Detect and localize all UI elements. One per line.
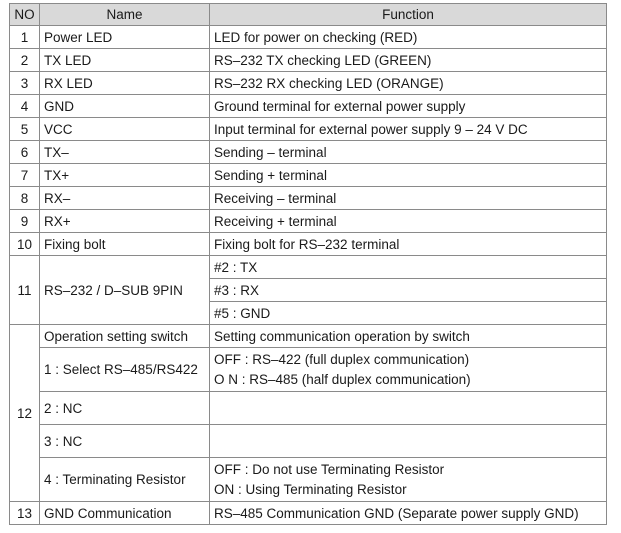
row-name: Operation setting switch [40, 325, 210, 348]
row-no: 8 [10, 187, 40, 210]
row-name: 3 : NC [40, 425, 210, 458]
table-row [10, 26, 607, 49]
row-name: RX LED [40, 72, 210, 95]
table-row [10, 210, 607, 233]
table-row [10, 95, 607, 118]
row-no: 10 [10, 233, 40, 256]
table-row [10, 458, 607, 502]
row-name: Power LED [40, 26, 210, 49]
row-no: 6 [10, 141, 40, 164]
row-function: Input terminal for external power supply 9 – 24 V DC [210, 118, 607, 141]
table-row [10, 118, 607, 141]
row-name: TX LED [40, 49, 210, 72]
row-name: GND [40, 95, 210, 118]
row-no: 9 [10, 210, 40, 233]
table-row [10, 392, 607, 425]
row-no: 5 [10, 118, 40, 141]
row-function: RS–485 Communication GND (Separate power supply GND) [210, 502, 607, 525]
row-name: VCC [40, 118, 210, 141]
row-name: RS–232 / D–SUB 9PIN [40, 256, 210, 325]
row-function: RS–232 TX checking LED (GREEN) [210, 49, 607, 72]
row-function: LED for power on checking (RED) [210, 26, 607, 49]
row-function: #3 : RX [210, 279, 607, 302]
table-row [10, 325, 607, 348]
table-row [10, 256, 607, 279]
table-row [10, 233, 607, 256]
row-no: 12 [10, 325, 40, 502]
row-function: Sending – terminal [210, 141, 607, 164]
row-name: RX+ [40, 210, 210, 233]
table-row [10, 72, 607, 95]
header-name: Name [40, 4, 210, 26]
row-function: #5 : GND [210, 302, 607, 325]
row-function: Receiving – terminal [210, 187, 607, 210]
row-no: 4 [10, 95, 40, 118]
row-function: #2 : TX [210, 256, 607, 279]
row-name: RX– [40, 187, 210, 210]
row-function: Ground terminal for external power supply [210, 95, 607, 118]
row-no: 3 [10, 72, 40, 95]
row-name: TX– [40, 141, 210, 164]
spec-table [9, 3, 607, 525]
row-no: 11 [10, 256, 40, 325]
row-function: RS–232 RX checking LED (ORANGE) [210, 72, 607, 95]
table-row [10, 49, 607, 72]
function-line: ON : Using Terminating Resistor [214, 481, 407, 497]
table-row [10, 164, 607, 187]
row-name: 4 : Terminating Resistor [40, 458, 210, 502]
row-name: GND Communication [40, 502, 210, 525]
table-row [10, 187, 607, 210]
row-function [210, 425, 607, 458]
function-line: O N : RS–485 (half duplex communication) [214, 371, 471, 387]
table-row [10, 502, 607, 525]
row-no: 2 [10, 49, 40, 72]
row-function [210, 392, 607, 425]
row-no: 1 [10, 26, 40, 49]
row-name: TX+ [40, 164, 210, 187]
row-function [210, 348, 607, 392]
row-no: 7 [10, 164, 40, 187]
row-name: 2 : NC [40, 392, 210, 425]
row-function: Sending + terminal [210, 164, 607, 187]
row-function: Receiving + terminal [210, 210, 607, 233]
row-no: 13 [10, 502, 40, 525]
table-row [10, 425, 607, 458]
row-name: Fixing bolt [40, 233, 210, 256]
row-function: Fixing bolt for RS–232 terminal [210, 233, 607, 256]
table-row [10, 141, 607, 164]
header-function: Function [210, 4, 607, 26]
function-line: OFF : RS–422 (full duplex communication) [214, 351, 470, 367]
header-row [10, 4, 607, 26]
table-row [10, 348, 607, 392]
row-name: 1 : Select RS–485/RS422 [40, 348, 210, 392]
function-line: OFF : Do not use Terminating Resistor [214, 461, 445, 477]
header-no: NO [10, 4, 40, 26]
row-function [210, 458, 607, 502]
row-function: Setting communication operation by switch [210, 325, 607, 348]
